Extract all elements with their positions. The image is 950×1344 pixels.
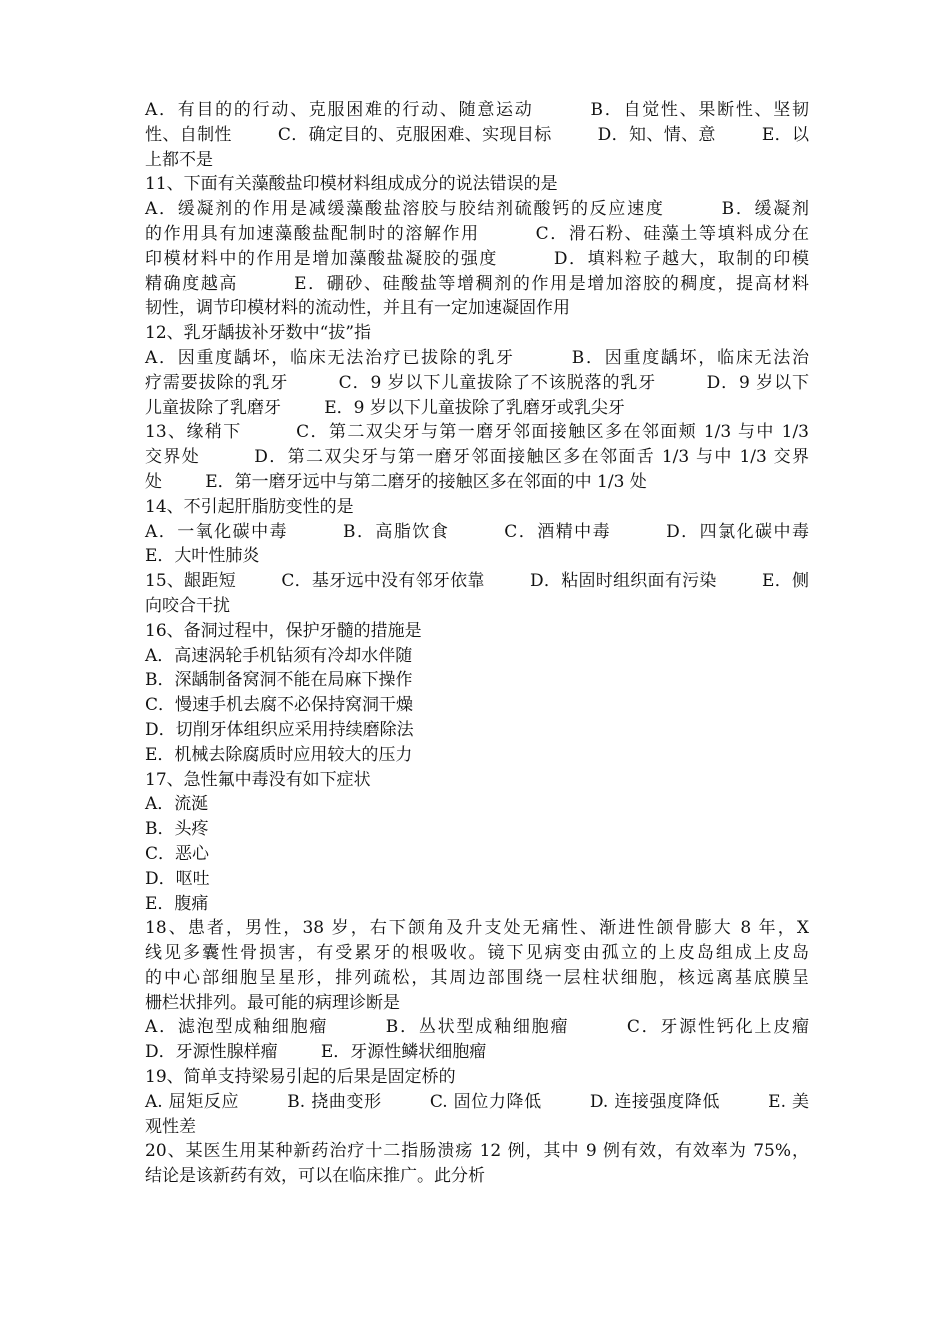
text-line: 处 E．第一磨牙远中与第二磨牙的接触区多在邻面的中 1/3 处	[145, 471, 647, 492]
text-line: 向咬合干扰	[145, 595, 230, 616]
option-line: E．腹痛	[145, 893, 209, 914]
text-line: 结论是该新药有效，可以在临床推广。此分析	[145, 1166, 485, 1187]
option-line: E．机械去除腐质时应用较大的压力	[145, 744, 413, 765]
question-title: 20、某医生用某种新药治疗十二指肠溃疡 12 例，其中 9 例有效，有效率为 75%，	[145, 1141, 809, 1162]
question-title: 18、患者，男性，38 岁，右下颌角及升支处无痛性、渐进性颌骨膨大 8 年，X	[145, 918, 809, 939]
text-line: 性、自制性 C．确定目的、克服困难、实现目标 D．知、情、意 E．以	[145, 124, 809, 145]
option-line: D．牙源性腺样瘤 E．牙源性鳞状细胞瘤	[145, 1042, 487, 1063]
option-line: A. 屈矩反应 B. 挠曲变形 C. 固位力降低 D. 连接强度降低 E. 美	[145, 1091, 809, 1112]
question-title: 17、急性氟中毒没有如下症状	[145, 769, 371, 790]
text-line: 儿童拔除了乳磨牙 E．9 岁以下儿童拔除了乳磨牙或乳尖牙	[145, 397, 625, 418]
option-line: B．头疼	[145, 819, 209, 840]
question-title: 15、龈距短 C．基牙远中没有邻牙依靠 D．粘固时组织面有污染 E．侧	[145, 571, 809, 592]
question-title: 13、缘稍下 C．第二双尖牙与第一磨牙邻面接触区多在邻面颊 1/3 与中 1/3	[145, 422, 809, 443]
text-line: 栅栏状排列。最可能的病理诊断是	[145, 992, 400, 1013]
option-line: C．恶心	[145, 843, 210, 864]
question-title: 16、备洞过程中，保护牙髓的措施是	[145, 620, 422, 641]
text-line: A．有目的的行动、克服困难的行动、随意运动 B．自觉性、果断性、坚韧	[145, 100, 809, 120]
question-title: 11、下面有关藻酸盐印模材料组成成分的说法错误的是	[145, 174, 558, 195]
option-line: A．流涎	[145, 794, 209, 815]
option-line: B．深龋制备窝洞不能在局麻下操作	[145, 670, 413, 691]
option-line: A．滤泡型成釉细胞瘤 B．丛状型成釉细胞瘤 C．牙源性钙化上皮瘤	[145, 1017, 809, 1038]
option-line: D．切削牙体组织应采用持续磨除法	[145, 719, 414, 740]
text-line: 韧性，调节印模材料的流动性，并且有一定加速凝固作用	[145, 298, 570, 319]
question-title: 14、不引起肝脂肪变性的是	[145, 496, 354, 517]
question-title: 19、简单支持梁易引起的后果是固定桥的	[145, 1067, 456, 1088]
document-body	[145, 98, 809, 1189]
question-title: 12、乳牙龋拔补牙数中“拔”指	[145, 323, 372, 344]
text-line: 的中心部细胞呈星形，排列疏松，其周边部围绕一层柱状细胞，核远离基底膜呈	[145, 967, 809, 988]
text-line: 上都不是	[145, 149, 213, 170]
text-line: E．大叶性肺炎	[145, 546, 260, 567]
option-line: A．高速涡轮手机钻须有冷却水伴随	[145, 645, 413, 666]
text-line: 疗需要拔除的乳牙 C．9 岁以下儿童拔除了不该脱落的乳牙 D．9 岁以下	[145, 372, 809, 393]
option-line: D．呕吐	[145, 868, 210, 889]
text-line: 精确度越高 E．硼砂、硅酸盐等增稠剂的作用是增加溶胶的稠度，提高材料	[145, 273, 809, 294]
text-line: A．一氧化碳中毒 B．高脂饮食 C．酒精中毒 D．四氯化碳中毒	[145, 521, 809, 542]
option-line: C．慢速手机去腐不必保持窝洞干燥	[145, 695, 414, 716]
text-line: A．因重度龋坏，临床无法治疗已拔除的乳牙 B．因重度龋坏，临床无法治	[145, 347, 809, 368]
text-line: 的作用具有加速藻酸盐配制时的溶解作用 C．滑石粉、硅藻土等填料成分在	[145, 223, 809, 244]
text-line: 印模材料中的作用是增加藻酸盐凝胶的强度 D．填料粒子越大，取制的印模	[145, 248, 809, 269]
text-line: 交界处 D．第二双尖牙与第一磨牙邻面接触区多在邻面舌 1/3 与中 1/3 交界	[145, 447, 809, 468]
text-line: 观性差	[145, 1116, 196, 1137]
text-line: 线见多囊性骨损害，有受累牙的根吸收。镜下见病变由孤立的上皮岛组成上皮岛	[145, 943, 809, 964]
text-line: A．缓凝剂的作用是减缓藻酸盐溶胶与胶结剂硫酸钙的反应速度 B．缓凝剂	[145, 199, 809, 220]
